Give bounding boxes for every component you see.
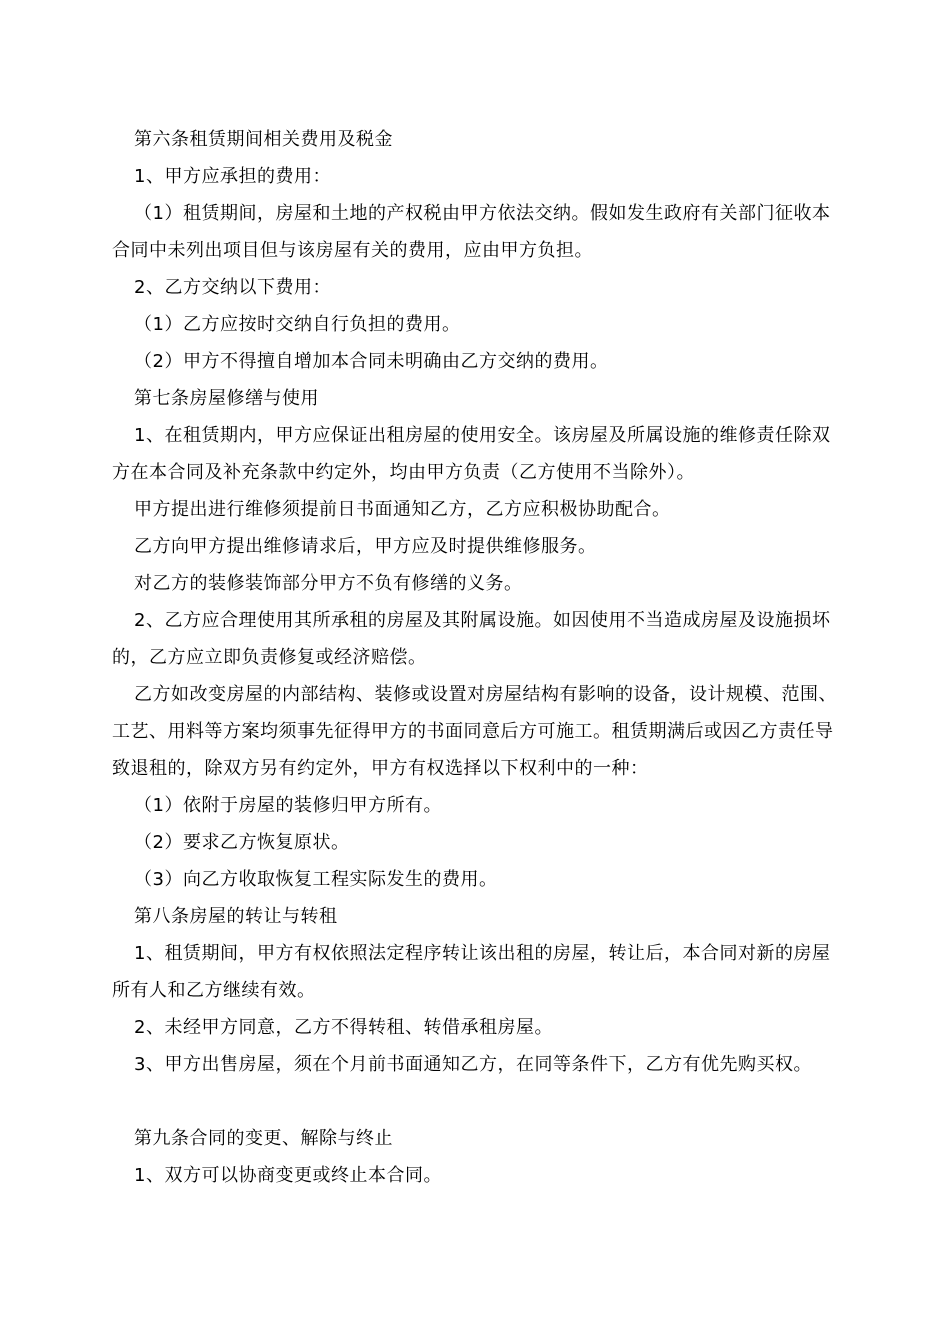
paragraph: 2、未经甲方同意，乙方不得转租、转借承租房屋。: [134, 1017, 553, 1038]
paragraph: （1）租赁期间，房屋和土地的产权税由甲方依法交纳。假如发生政府有关部门征收本合同中未列出项目但与该房屋有关的费用，应由甲方负担。: [112, 203, 831, 261]
paragraph: 1、双方可以协商变更或终止本合同。: [134, 1165, 442, 1186]
paragraph: （2）甲方不得擅自增加本合同未明确由乙方交纳的费用。: [134, 351, 609, 372]
paragraph: （2）要求乙方恢复原状。: [134, 832, 350, 853]
paragraph: 1、租赁期间，甲方有权依照法定程序转让该出租的房屋，转让后，本合同对新的房屋所有人和乙方继续有效。: [112, 943, 831, 1001]
paragraph: 乙方向甲方提出维修请求后，甲方应及时提供维修服务。: [134, 536, 597, 557]
section-heading-9: 第九条合同的变更、解除与终止: [134, 1128, 393, 1149]
paragraph: 乙方如改变房屋的内部结构、装修或设置对房屋结构有影响的设备，设计规模、范围、工艺、用料等方案均须事先征得甲方的书面同意后方可施工。租赁期满后或因乙方责任导致退租的，除双方另有约定外，甲方有权选择以下权利中的一种：: [112, 684, 837, 779]
paragraph: 对乙方的装修装饰部分甲方不负有修缮的义务。: [134, 573, 523, 594]
paragraph: 3、甲方出售房屋，须在个月前书面通知乙方，在同等条件下，乙方有优先购买权。: [134, 1054, 812, 1075]
paragraph: 甲方提出进行维修须提前日书面通知乙方，乙方应积极协助配合。: [134, 499, 671, 520]
paragraph: （1）依附于房屋的装修归甲方所有。: [134, 795, 442, 816]
section-heading-7: 第七条房屋修缮与使用: [134, 388, 319, 409]
blank-line: [112, 1083, 837, 1120]
paragraph: 1、甲方应承担的费用：: [134, 166, 331, 187]
paragraph: （3）向乙方收取恢复工程实际发生的费用。: [134, 869, 498, 890]
paragraph: 2、乙方交纳以下费用：: [134, 277, 331, 298]
paragraph: （1）乙方应按时交纳自行负担的费用。: [134, 314, 461, 335]
document-body: [112, 121, 837, 1194]
paragraph: 2、乙方应合理使用其所承租的房屋及其附属设施。如因使用不当造成房屋及设施损坏的，乙方应立即负责修复或经济赔偿。: [112, 610, 831, 668]
section-heading-8: 第八条房屋的转让与转租: [134, 906, 338, 927]
paragraph: 1、在租赁期内，甲方应保证出租房屋的使用安全。该房屋及所属设施的维修责任除双方在本合同及补充条款中约定外，均由甲方负责（乙方使用不当除外）。: [112, 425, 831, 483]
section-heading-6: 第六条租赁期间相关费用及税金: [134, 129, 393, 150]
